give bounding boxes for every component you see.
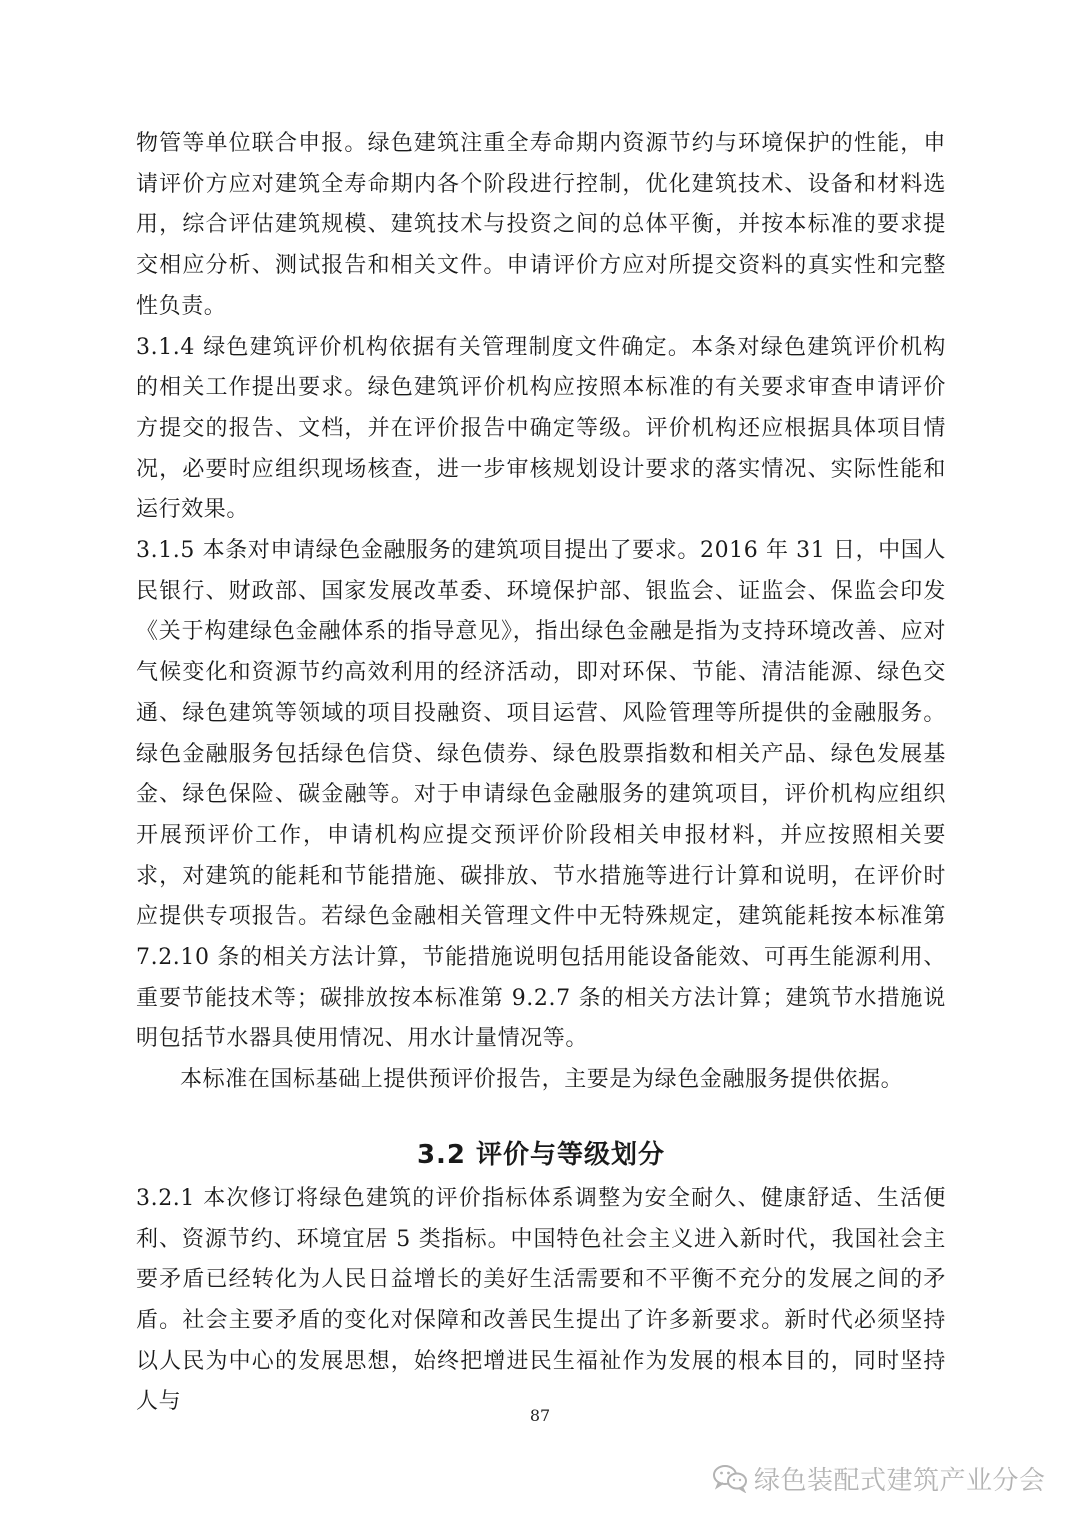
document-body [136, 124, 946, 1423]
paragraph-3-2-1: 3.2.1 本次修订将绿色建筑的评价指标体系调整为安全耐久、健康舒适、生活便利、资源节约、环境宜居 5 类指标。中国特色社会主义进入新时代，我国社会主要矛盾已经转化为人民日益增长的美好生活需要和不平衡不充分的发展之间的矛盾。社会主要矛盾的变化对保障和改善民生提出了许多新要求。新时代必须坚持以人民为中心的发展思想，始终把增进民生福祉作为发展的根本目的，同时坚持人与 [136, 1185, 946, 1415]
page-number: 87 [529, 1406, 551, 1425]
paragraph-3-1-4: 3.1.4 绿色建筑评价机构依据有关管理制度文件确定。本条对绿色建筑评价机构的相关工作提出要求。绿色建筑评价机构应按照本标准的有关要求审查申请评价方提交的报告、文档，并在评价报告中确定等级。评价机构还应根据具体项目情况，必要时应组织现场核查，进一步审核规划设计要求的落实情况、实际性能和运行效果。 [136, 334, 946, 523]
watermark-text: 绿色装配式建筑产业分会 [754, 1465, 1046, 1496]
paragraph-3-1-3-continued: 物管等单位联合申报。绿色建筑注重全寿命期内资源节约与环境保护的性能，申请评价方应对建筑全寿命期内各个阶段进行控制，优化建筑技术、设备和材料选用，综合评估建筑规模、建筑技术与投资之间的总体平衡，并按本标准的要求提交相应分析、测试报告和相关文件。申请评价方应对所提交资料的真实性和完整性负责。 [136, 131, 946, 319]
wechat-icon [712, 1463, 748, 1493]
section-heading-3-2: 3.2 评价与等级划分 [416, 1139, 666, 1170]
watermark [712, 1458, 1046, 1498]
paragraph-3-1-5: 3.1.5 本条对申请绿色金融服务的建筑项目提出了要求。2016 年 31 日，中国人民银行、财政部、国家发展改革委、环境保护部、银监会、证监会、保监会印发《关于构建绿色金融体系的指导意见》，指出绿色金融是指为支持环境改善、应对气候变化和资源节约高效利用的经济活动，即对环保、节能、清洁能源、绿色交通、绿色建筑等领域的项目投融资、项目运营、风险管理等所提供的金融服务。绿色金融服务包括绿色信贷、绿色债券、绿色股票指数和相关产品、绿色发展基金、绿色保险、碳金融等。对于申请绿色金融服务的建筑项目，评价机构应组织开展预评价工作，申请机构应提交预评价阶段相关申报材料，并应按照相关要求，对建筑的能耗和节能措施、碳排放、节水措施等进行计算和说明，在评价时应提供专项报告。若绿色金融相关管理文件中无特殊规定，建筑能耗按本标准第 7.2.10 条的相关方法计算，节能措施说明包括用能设备能效、可再生能源利用、重要节能技术等；碳排放按本标准第 9.2.7 条的相关方法计算；建筑节水措施说明包括节水器具使用情况、用水计量情况等。 [136, 538, 947, 1052]
paragraph-note: 本标准在国标基础上提供预评价报告，主要是为绿色金融服务提供依据。 [180, 1067, 904, 1093]
